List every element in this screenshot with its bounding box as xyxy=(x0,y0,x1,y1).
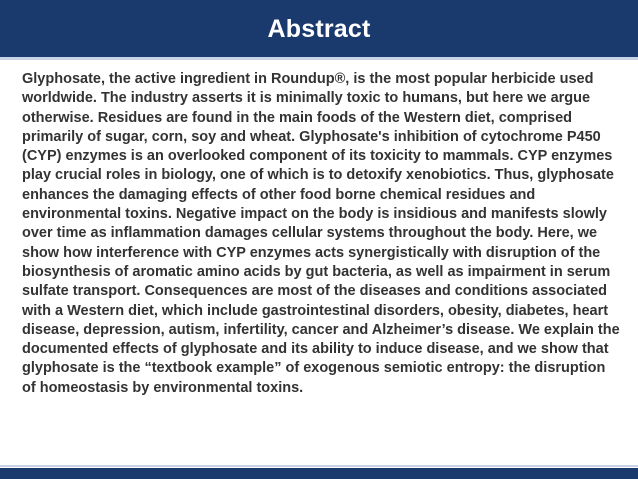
slide-title: Abstract xyxy=(267,15,371,43)
footer-bar xyxy=(0,468,638,479)
title-bar xyxy=(0,0,638,60)
abstract-text: Glyphosate, the active ingredient in Roundup®, is the most popular herbicide used worldwide. The industry asserts it is minimally toxic to humans, but here we argue otherwise. Residues are found in the main foods of the Western diet, comprised primarily of sugar, corn, soy and wheat. Glyphosate's inhibition of cytochrome P450 (CYP) enzymes is an overlooked component of its toxicity to mammals. CYP enzymes play crucial roles in biology, one of which is to detoxify xenobiotics. Thus, glyphosate enhances the damaging effects of other food borne chemical residues and environmental toxins. Negative impact on the body is insidious and manifests slowly over time as inflammation damages cellular systems throughout the body. Here, we show how interference with CYP enzymes acts synergistically with disruption of the biosynthesis of aromatic amino acids by gut bacteria, as well as impairment in serum sulfate transport. Consequences are most of the diseases and conditions associated with a Western diet, which include gastrointestinal disorders, obesity, diabetes, heart disease, depression, autism, infertility, cancer and Alzheimer’s disease. We explain the documented effects of glyphosate and its ability to induce disease, and we show that glyphosate is the “textbook example” of exogenous semiotic entropy: the disruption of homeostasis by environmental toxins. xyxy=(22,71,620,396)
footer-accent-line xyxy=(0,465,638,467)
